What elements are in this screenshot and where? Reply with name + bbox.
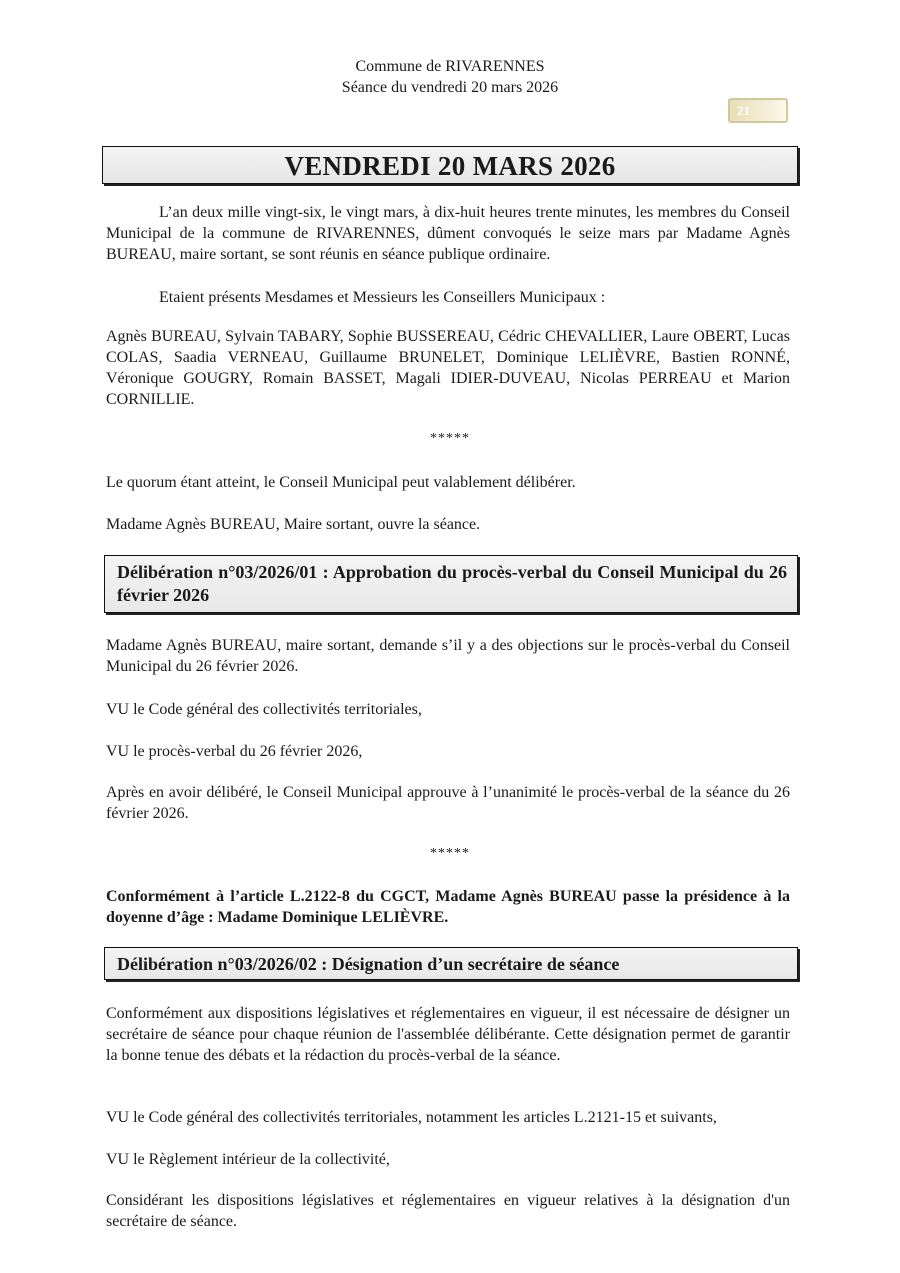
presidence-text: Conformément à l’article L.2122-8 du CGCT, Madame Agnès BUREAU passe la présidence à la doyenne d’âge : Madame Dominique LELIÈVRE. <box>106 888 790 926</box>
delib2-paragraph-2: VU le Code général des collectivités territoriales, notamment les articles L.2121-15 et suivants, <box>106 1109 717 1126</box>
quorum-text: Le quorum étant atteint, le Conseil Municipal peut valablement délibérer. <box>106 474 576 491</box>
delib2-paragraph-4: Considérant les dispositions législatives et réglementaires en vigueur relatives à la désignation d'un secrétaire de séance. <box>106 1192 790 1230</box>
header-commune: Commune de RIVARENNES <box>355 58 545 75</box>
delib1-paragraph-3: VU le procès-verbal du 26 février 2026, <box>106 743 363 760</box>
delib1-paragraph-2: VU le Code général des collectivités territoriales, <box>106 701 422 718</box>
page-number-badge: 21 <box>728 98 788 123</box>
delib1-paragraph-4: Après en avoir délibéré, le Conseil Municipal approuve à l’unanimité le procès-verbal de la séance du 26 février 2026. <box>106 784 790 822</box>
separator-stars: ***** <box>430 431 470 446</box>
delib1-paragraph-1: Madame Agnès BUREAU, maire sortant, demande s’il y a des objections sur le procès-verbal du Conseil Municipal du 26 février 2026. <box>106 637 790 675</box>
delib2-paragraph-1: Conformément aux dispositions législatives et réglementaires en vigueur, il est nécessaire de désigner un secrétaire de séance pour chaque réunion de l'assemblée délibérante. Cette désignation permet de garantir la bonne tenue des débats et la rédaction du procès-verbal de la séance. <box>106 1005 790 1064</box>
header-seance: Séance du vendredi 20 mars 2026 <box>341 79 559 96</box>
intro-paragraph: L’an deux mille vingt-six, le vingt mars, à dix-huit heures trente minutes, les membres du Conseil Municipal de la commune de RIVARENNES, dûment convoqués le seize mars par Madame Agnès BUREAU, maire sortant, se sont réunis en séance publique ordinaire. <box>106 204 790 263</box>
ouverture-text: Madame Agnès BUREAU, Maire sortant, ouvre la séance. <box>106 516 481 533</box>
page-header <box>0 56 900 98</box>
presents-intro: Etaient présents Mesdames et Messieurs les Conseillers Municipaux : <box>159 289 606 306</box>
separator-stars: ***** <box>430 846 470 861</box>
deliberation-1-title: Délibération n°03/2026/01 : Approbation du procès-verbal du Conseil Municipal du 26 février 2026 <box>104 555 798 613</box>
delib2-paragraph-3: VU le Règlement intérieur de la collectivité, <box>106 1151 390 1168</box>
page-title: VENDREDI 20 MARS 2026 <box>102 146 798 184</box>
presents-list: Agnès BUREAU, Sylvain TABARY, Sophie BUSSEREAU, Cédric CHEVALLIER, Laure OBERT, Lucas COLAS, Saadia VERNEAU, Guillaume BRUNELET, Dominique LELIÈVRE, Bastien RONNÉ, Véronique GOUGRY, Romain BASSET, Magali IDIER-DUVEAU, Nicolas PERREAU et Marion CORNILLIE. <box>106 328 790 408</box>
deliberation-2-title: Délibération n°03/2026/02 : Désignation d’un secrétaire de séance <box>104 947 798 980</box>
